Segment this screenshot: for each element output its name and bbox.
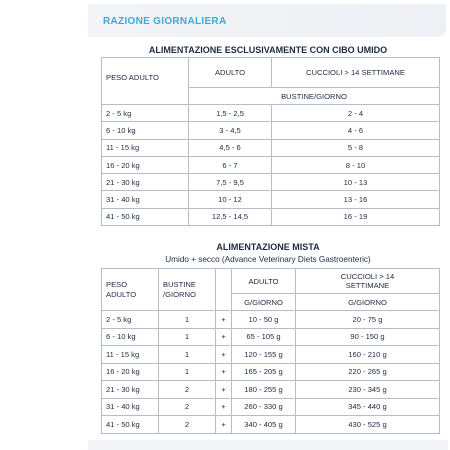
- puppy-cell: 4 - 6: [272, 122, 440, 139]
- col-header-weight: PESO ADULTO: [102, 58, 189, 105]
- adult-cell: 10 - 12: [189, 191, 272, 208]
- units-puppy: G/GIORNO: [296, 294, 440, 311]
- wet-food-table: [101, 57, 440, 226]
- col-header-adult: ADULTO: [232, 269, 296, 294]
- section2-title: ALIMENTAZIONE MISTA: [216, 242, 320, 252]
- table-row: [102, 105, 440, 122]
- mixed-food-table: [101, 268, 440, 434]
- col-header-bags-line2: /GIORNO: [163, 289, 196, 299]
- col-header-bags: [159, 269, 216, 311]
- table-row: [102, 191, 440, 208]
- adult-cell: 12,5 - 14,5: [189, 208, 272, 225]
- section2-subtitle: Umido + secco (Advance Veterinary Diets Gastroenteric): [165, 255, 371, 264]
- table-row: [102, 122, 440, 139]
- plus-cell: +: [216, 398, 232, 416]
- puppy-cell: 5 - 8: [272, 139, 440, 156]
- puppy-cell: 90 - 150 g: [296, 328, 440, 346]
- col-header-bags-line1: BUSTINE: [163, 279, 196, 289]
- puppy-cell: 230 - 345 g: [296, 381, 440, 399]
- units-adult: G/GIORNO: [232, 294, 296, 311]
- weight-cell: 21 - 30 kg: [102, 381, 159, 399]
- header-bar: [88, 4, 446, 37]
- table-row: [102, 208, 440, 225]
- bags-cell: 1: [159, 346, 216, 364]
- table-row: [102, 139, 440, 156]
- adult-cell: 165 - 205 g: [232, 363, 296, 381]
- units-label: BUSTINE/GIORNO: [189, 88, 440, 105]
- plus-header-cell: [216, 269, 232, 311]
- table-row: [102, 381, 440, 399]
- weight-cell: 21 - 30 kg: [102, 174, 189, 191]
- plus-cell: +: [216, 363, 232, 381]
- weight-cell: 6 - 10 kg: [102, 328, 159, 346]
- bags-cell: 1: [159, 328, 216, 346]
- adult-cell: 10 - 50 g: [232, 311, 296, 329]
- bags-cell: 2: [159, 381, 216, 399]
- adult-cell: 340 - 405 g: [232, 416, 296, 434]
- table-row: [102, 346, 440, 364]
- adult-cell: 120 - 155 g: [232, 346, 296, 364]
- puppy-cell: 16 - 19: [272, 208, 440, 225]
- table-row: [102, 174, 440, 191]
- plus-cell: +: [216, 416, 232, 434]
- adult-cell: 6 - 7: [189, 156, 272, 173]
- plus-cell: +: [216, 328, 232, 346]
- weight-cell: 11 - 15 kg: [102, 139, 189, 156]
- table-row: [102, 363, 440, 381]
- puppy-cell: 10 - 13: [272, 174, 440, 191]
- plus-cell: +: [216, 346, 232, 364]
- bags-cell: 2: [159, 398, 216, 416]
- weight-cell: 31 - 40 kg: [102, 398, 159, 416]
- page-title: RAZIONE GIORNALIERA: [103, 16, 227, 27]
- weight-cell: 6 - 10 kg: [102, 122, 189, 139]
- puppy-cell: 13 - 16: [272, 191, 440, 208]
- table-row: [102, 328, 440, 346]
- plus-cell: +: [216, 311, 232, 329]
- puppy-cell: 160 - 210 g: [296, 346, 440, 364]
- footer-bar: [88, 440, 448, 450]
- table-row: [102, 416, 440, 434]
- puppy-cell: 220 - 265 g: [296, 363, 440, 381]
- section1-title: ALIMENTAZIONE ESCLUSIVAMENTE CON CIBO UMIDO: [148, 45, 388, 55]
- weight-cell: 2 - 5 kg: [102, 105, 189, 122]
- adult-cell: 260 - 330 g: [232, 398, 296, 416]
- col-header-weight-line1: PESO: [106, 279, 128, 289]
- col-header-puppy: CUCCIOLI > 14 SETTIMANE: [296, 269, 440, 294]
- table-row: [102, 156, 440, 173]
- weight-cell: 2 - 5 kg: [102, 311, 159, 329]
- weight-cell: 41 - 50 kg: [102, 208, 189, 225]
- puppy-cell: 345 - 440 g: [296, 398, 440, 416]
- weight-cell: 11 - 15 kg: [102, 346, 159, 364]
- weight-cell: 31 - 40 kg: [102, 191, 189, 208]
- col-header-weight-line2: ADULTO: [106, 289, 137, 299]
- adult-cell: 7,5 - 9,5: [189, 174, 272, 191]
- puppy-cell: 2 - 4: [272, 105, 440, 122]
- feeding-card: [88, 2, 448, 448]
- adult-cell: 4,5 - 6: [189, 139, 272, 156]
- bags-cell: 1: [159, 311, 216, 329]
- puppy-cell: 8 - 10: [272, 156, 440, 173]
- weight-cell: 41 - 50 kg: [102, 416, 159, 434]
- weight-cell: 16 - 20 kg: [102, 156, 189, 173]
- bags-cell: 1: [159, 363, 216, 381]
- col-header-weight: [102, 269, 159, 311]
- adult-cell: 180 - 255 g: [232, 381, 296, 399]
- table-row: [102, 398, 440, 416]
- puppy-cell: 20 - 75 g: [296, 311, 440, 329]
- adult-cell: 65 - 105 g: [232, 328, 296, 346]
- weight-cell: 16 - 20 kg: [102, 363, 159, 381]
- bags-cell: 2: [159, 416, 216, 434]
- col-header-adult: ADULTO: [189, 58, 272, 88]
- plus-cell: +: [216, 381, 232, 399]
- adult-cell: 1,5 - 2,5: [189, 105, 272, 122]
- adult-cell: 3 - 4,5: [189, 122, 272, 139]
- col-header-puppy: CUCCIOLI > 14 SETTIMANE: [272, 58, 440, 88]
- puppy-cell: 430 - 525 g: [296, 416, 440, 434]
- table-row: [102, 311, 440, 329]
